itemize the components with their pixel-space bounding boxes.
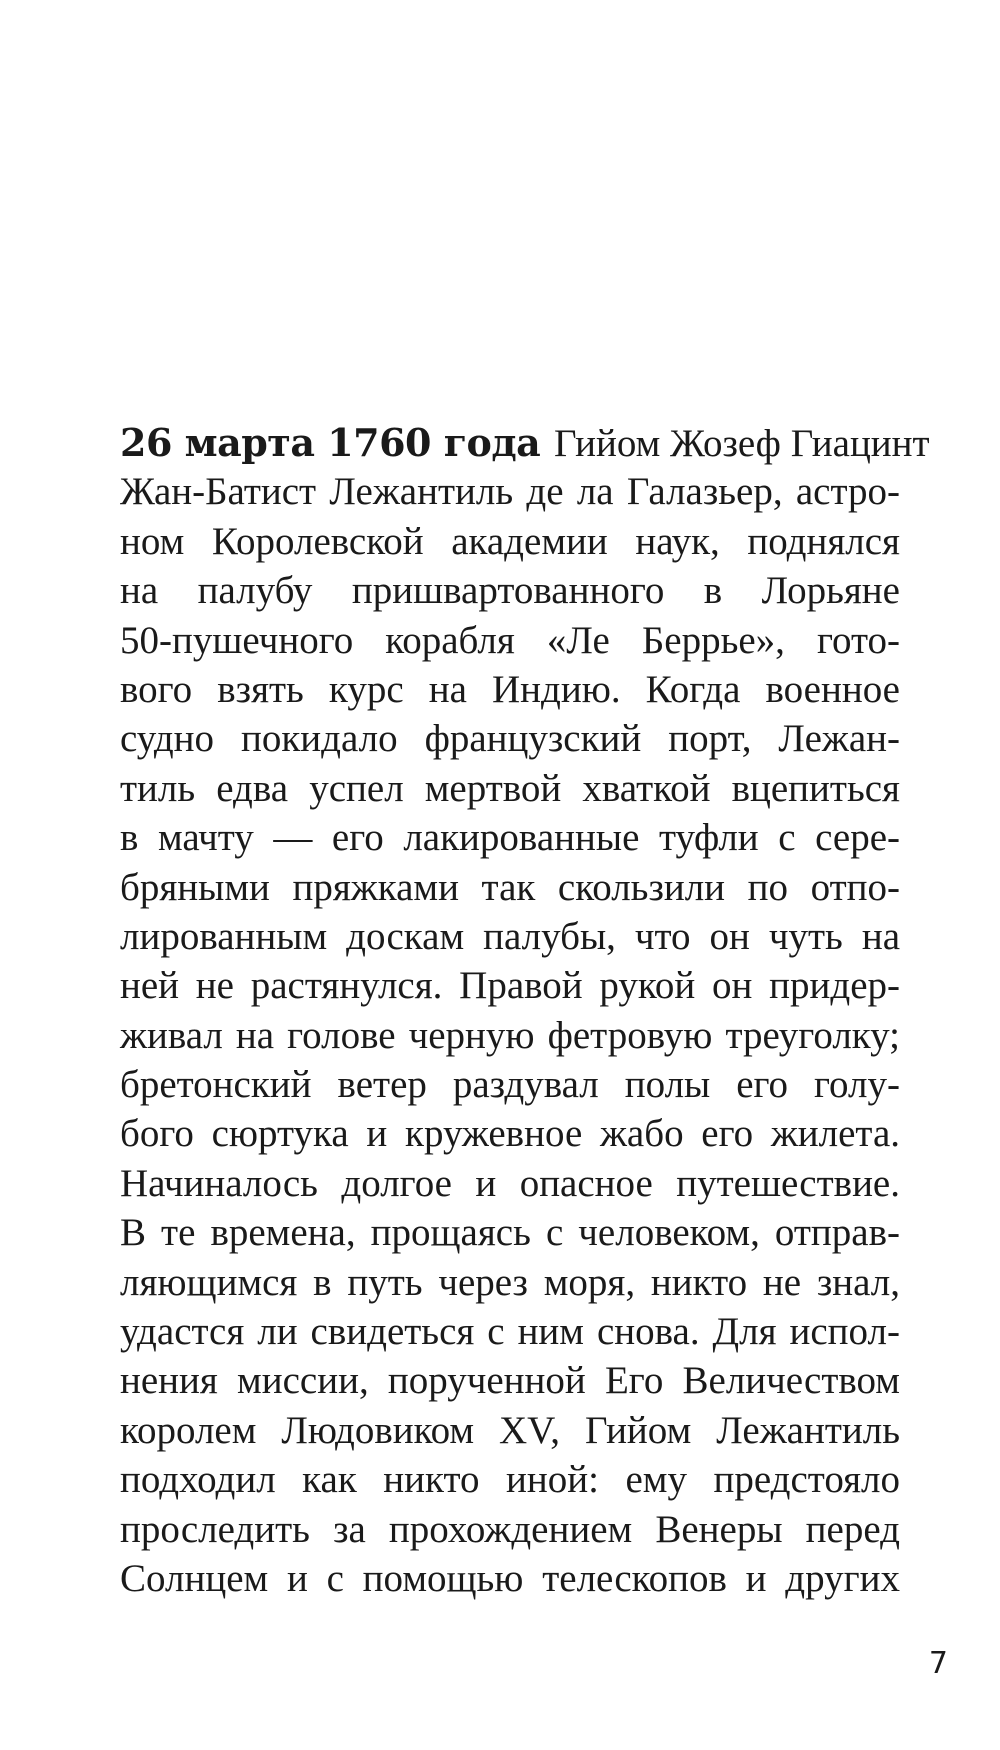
body-paragraph bbox=[120, 418, 930, 1603]
text-line: судно покидало французский порт, Лежан- bbox=[120, 717, 900, 761]
text-line: ляющимся в путь через моря, никто не знал, bbox=[120, 1260, 900, 1304]
text-line: лированным доскам палубы, что он чуть на bbox=[120, 914, 900, 958]
text-line: вого взять курс на Индию. Когда военное bbox=[120, 667, 900, 711]
page-number: 7 bbox=[928, 1646, 948, 1681]
text-line: проследить за прохождением Венеры перед bbox=[120, 1507, 900, 1551]
text-line-1 bbox=[120, 418, 930, 467]
text-line: удастся ли свидеться с ним снова. Для испол- bbox=[120, 1310, 900, 1354]
text-line: в мачту — его лакированные туфли с сере- bbox=[120, 816, 900, 860]
text-line: В те времена, прощаясь с человеком, отправ- bbox=[120, 1211, 900, 1255]
text-line: тиль едва успел мертвой хваткой вцепиться bbox=[120, 766, 900, 810]
text-line: живал на голове черную фетровую треуголку; bbox=[120, 1013, 900, 1057]
text-line: подходил как никто иной: ему предстояло bbox=[120, 1458, 900, 1502]
text-line: Жан-Батист Лежантиль де ла Галазьер, астро- bbox=[120, 470, 900, 514]
text-line: на палубу пришвартованного в Лорьяне bbox=[120, 569, 900, 613]
text-line: 50-пушечного корабля «Ле Беррье», гото- bbox=[120, 618, 900, 662]
text-line: нения миссии, порученной Его Величеством bbox=[120, 1359, 900, 1403]
text-line: Солнцем и с помощью телескопов и других bbox=[120, 1556, 900, 1600]
text-line-1-rest: Гийом Жозеф Гиацинт bbox=[554, 422, 930, 465]
text-line: Начиналось долгое и опасное путешествие. bbox=[120, 1161, 900, 1205]
text-line: бряными пряжками так скользили по отпо- bbox=[120, 865, 900, 909]
lead-in-date: 26 марта 1760 года bbox=[120, 420, 541, 465]
text-line: ней не растянулся. Правой рукой он придер- bbox=[120, 964, 900, 1008]
text-line: королем Людовиком XV, Гийом Лежантиль bbox=[120, 1408, 900, 1452]
text-line: бого сюртука и кружевное жабо его жилета. bbox=[120, 1112, 900, 1156]
text-line: бретонский ветер раздувал полы его голу- bbox=[120, 1063, 900, 1107]
text-line: ном Королевской академии наук, поднялся bbox=[120, 519, 900, 563]
